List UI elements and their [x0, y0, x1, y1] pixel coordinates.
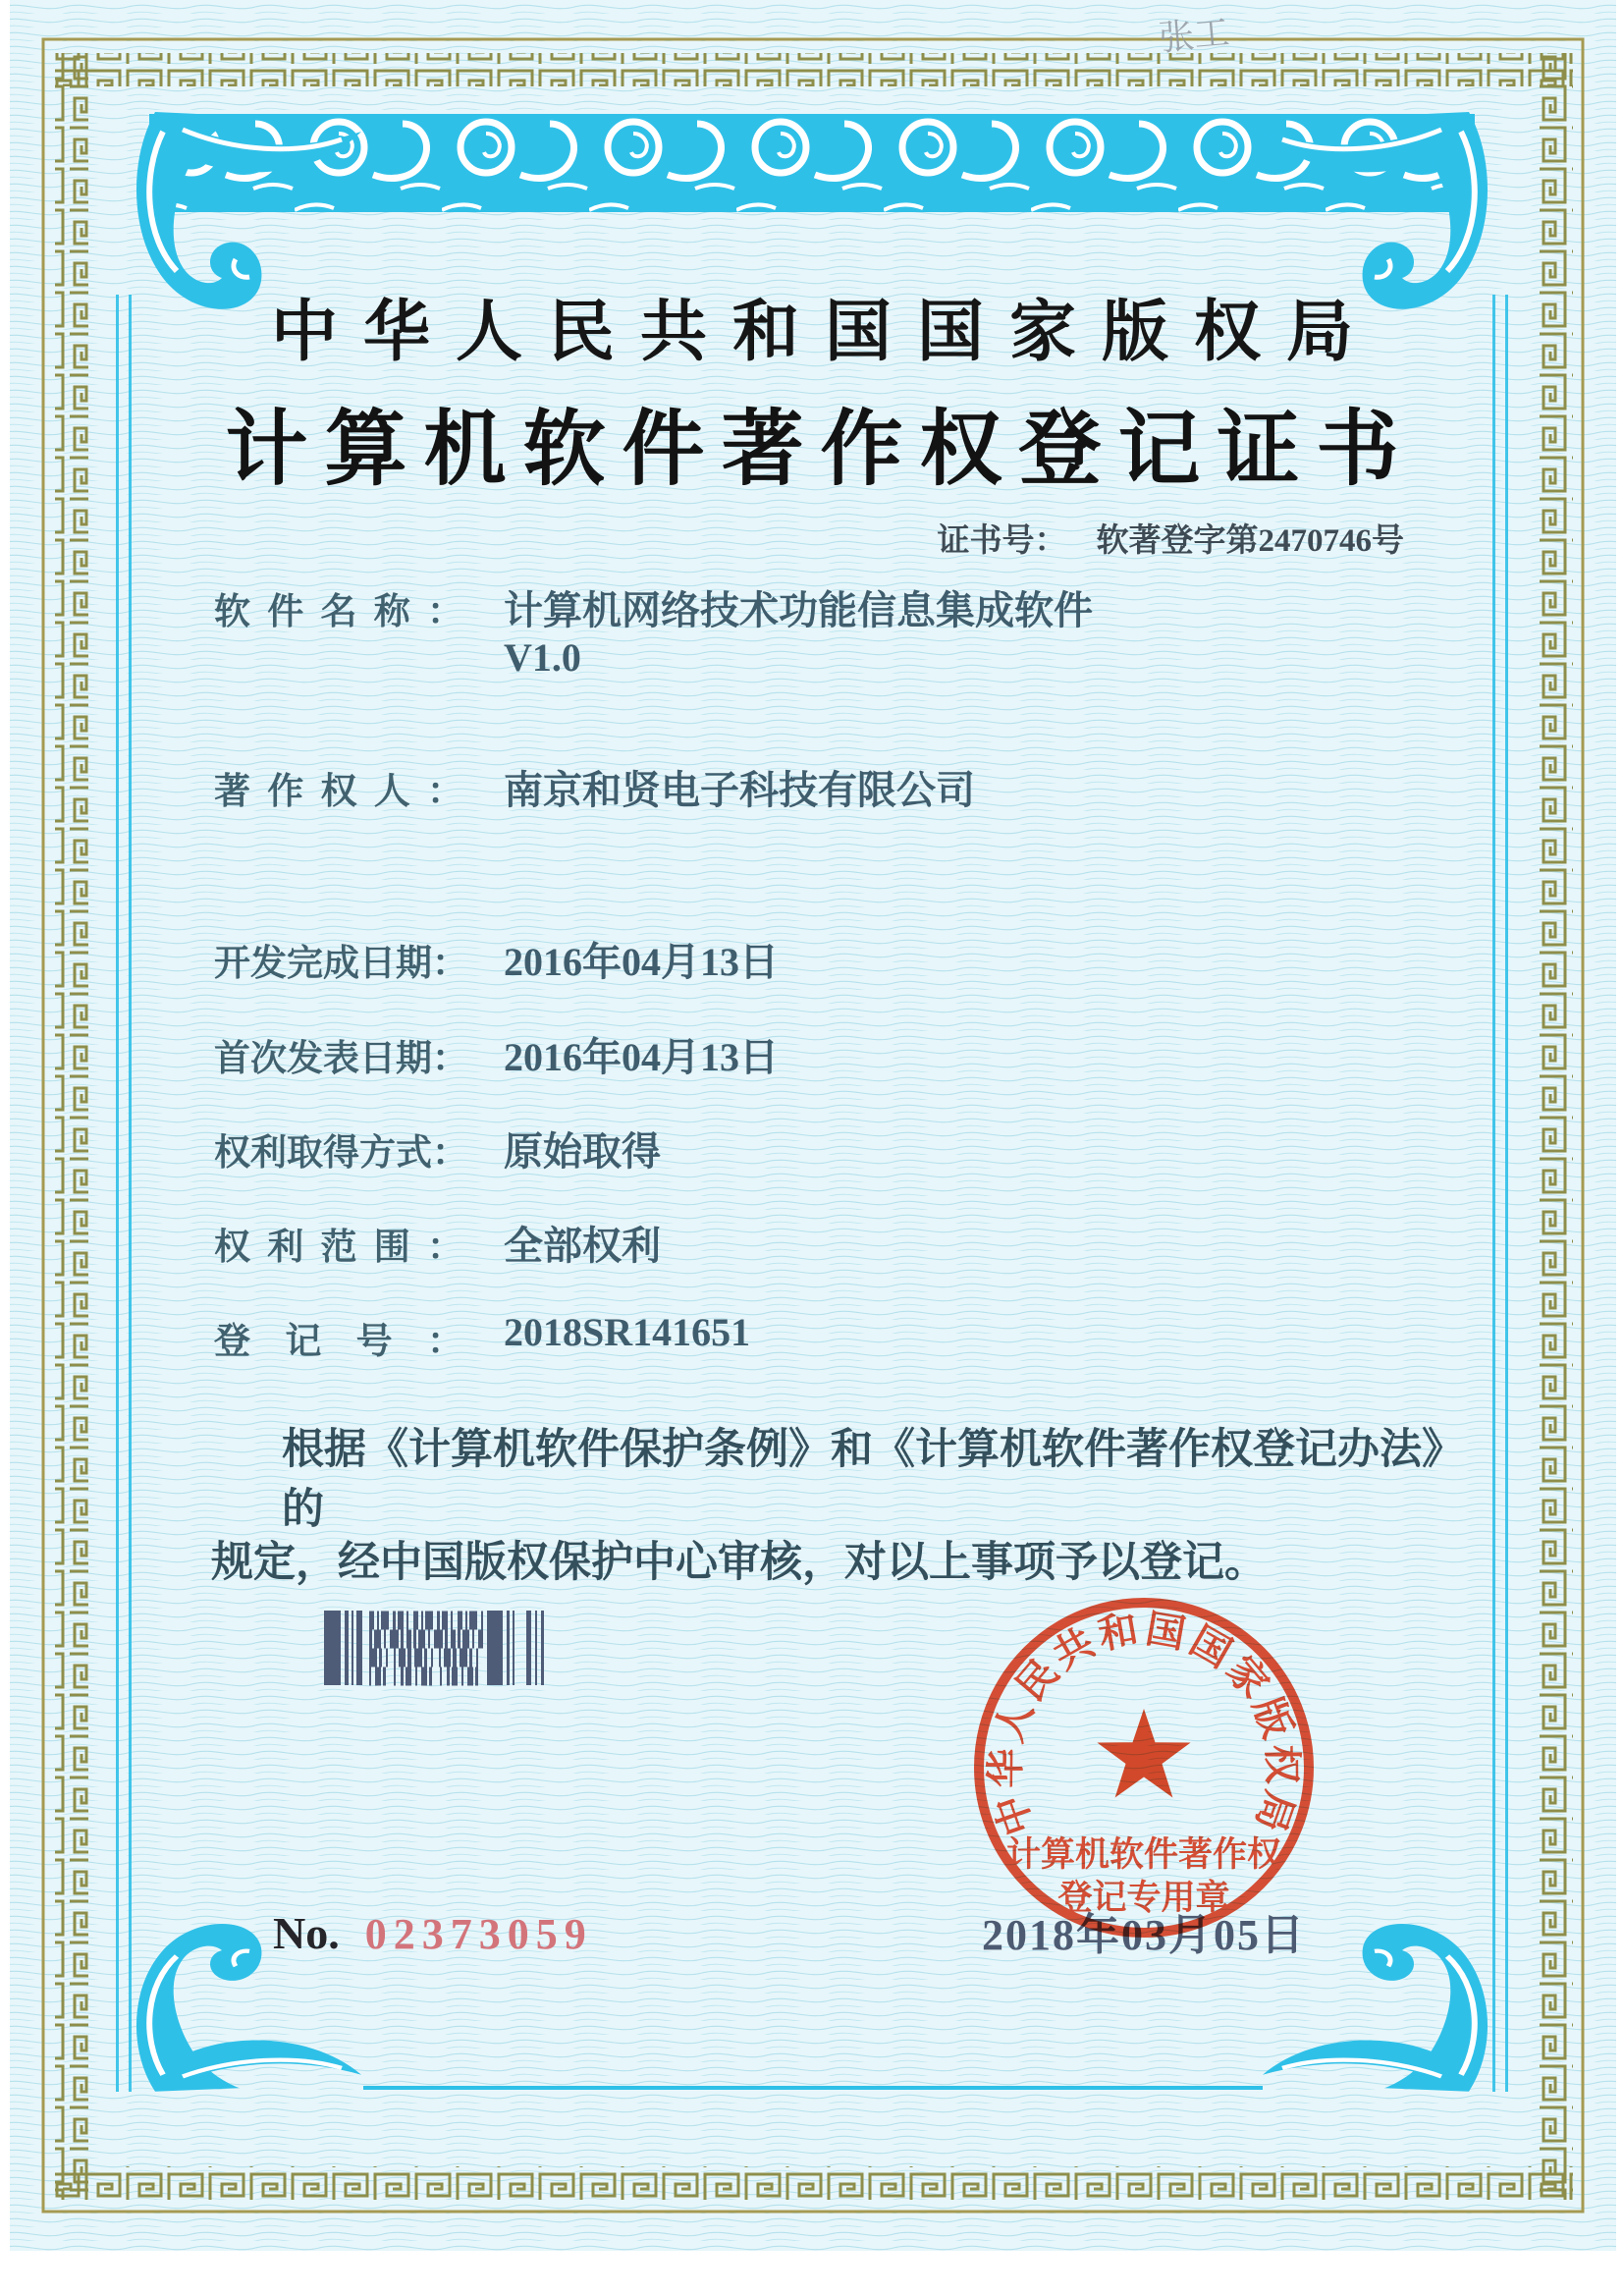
serial-label: No. [273, 1908, 340, 1958]
field-value: 计算机网络技术功能信息集成软件 [504, 588, 1093, 632]
field-label: 权利取得方式： [214, 1133, 468, 1174]
field-row-first-publish-date [214, 1028, 779, 1081]
seal-text-line2: 登记专用章 [1057, 1879, 1230, 1917]
field-row-copyright-owner [214, 761, 975, 814]
seal-ring-text: 中华人民共和国国家版权局 [983, 1606, 1305, 1841]
field-row-rights-scope [214, 1217, 661, 1270]
statement-line2: 规定，经中国版权保护中心审核，对以上事项予以登记。 [211, 1540, 1267, 1586]
handwritten-note: 张工 [1157, 12, 1231, 60]
field-row-acquisition-method [214, 1122, 661, 1175]
field-label: 开发完成日期： [214, 944, 468, 984]
field-row-software-name [214, 581, 1093, 634]
field-value: 原始取得 [504, 1129, 661, 1174]
field-row-registration-number [214, 1310, 751, 1364]
field-row-dev-complete-date [214, 933, 779, 986]
field-value: 全部权利 [504, 1224, 661, 1268]
certificate-number-value: 软著登字第2470746号 [1096, 523, 1404, 559]
certificate-number-label: 证书号： [937, 523, 1067, 559]
field-value: 2016年04月13日 [504, 1035, 779, 1079]
field-label: 著作权人： [214, 772, 463, 812]
field-label: 登记号： [214, 1322, 463, 1362]
seal-text-line1: 计算机软件著作权 [1005, 1835, 1282, 1874]
serial-number-row [273, 1907, 593, 1959]
certificate-number-row [628, 515, 1404, 561]
software-version: V1.0 [504, 635, 581, 680]
field-label: 首次发表日期： [214, 1039, 468, 1079]
issue-date: 2018年03月05日 [982, 1911, 1306, 1959]
seal-star [1097, 1709, 1190, 1798]
field-value: 2016年04月13日 [504, 940, 779, 984]
field-label: 软件名称： [214, 592, 463, 632]
authority-title: 中华人民共和国国家版权局 [270, 295, 1379, 369]
field-label: 权利范围： [214, 1228, 463, 1268]
certificate-title: 计算机软件著作权登记证书 [225, 405, 1416, 496]
field-value: 2018SR141651 [504, 1310, 751, 1354]
official-seal [946, 1569, 1342, 1966]
barcode-2d [324, 1605, 560, 1693]
serial-number: 02373059 [364, 1910, 593, 1958]
field-value: 南京和贤电子科技有限公司 [504, 768, 975, 812]
statement-line1: 根据《计算机软件保护条例》和《计算机软件著作权登记办法》的 [282, 1427, 1443, 1533]
